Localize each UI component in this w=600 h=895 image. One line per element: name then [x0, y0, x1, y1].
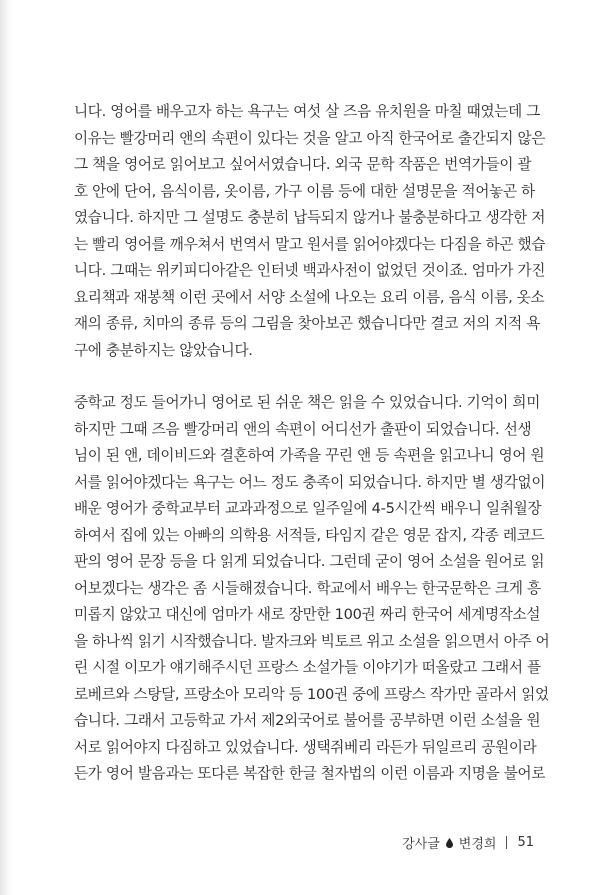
text-line: 습니다. 그래서 고등학교 가서 제2외국어로 불어를 공부하면 이런 소설을 원 — [74, 712, 541, 729]
text-line: 구에 충분하지는 않았습니다. — [74, 341, 253, 359]
page-footer — [402, 833, 534, 852]
text-line: 판의 영어 문장 등을 다 읽게 되었습니다. 그런데 굳이 영어 소설을 원어로 읽 — [74, 553, 545, 570]
paragraph-2 — [74, 390, 550, 788]
text-line: 서로 읽어야지 다짐하고 있었습니다. 생택쥐베리 라든가 뒤일르리 공원이라 — [74, 738, 537, 756]
page-gutter-shadow — [0, 0, 14, 895]
text-line: 호 안에 단어, 음식이름, 옷이름, 가구 이름 등에 대한 설명문을 적어놓곤 하 — [74, 182, 535, 200]
author-name: 변경희 — [458, 837, 497, 852]
text-line: 중학교 정도 들어가니 영어로 된 쉬운 책은 읽을 수 있었습니다. 기억이 희미 — [74, 394, 540, 411]
text-line: 배운 영어가 중학교부터 교과과정으로 일주일에 4-5시간씩 배우니 일취월장 — [74, 500, 542, 517]
text-line: 미롭지 않았고 대신에 엄마가 새로 장만한 100권 짜리 한국어 세계명작소설 — [74, 606, 541, 623]
text-line: 하여서 집에 있는 아빠의 의학용 서적들, 타임지 같은 영문 잡지, 각종 레코드 — [74, 526, 545, 544]
page-number: 51 — [517, 835, 534, 850]
text-line: 든가 영어 발음과는 또다른 복잡한 한글 철자법의 이런 이름과 지명을 불어로 — [74, 765, 546, 782]
text-line: 재의 종류, 치마의 종류 등의 그림을 찾아보곤 했습니다만 결코 저의 지적 욕 — [74, 315, 540, 332]
paragraph-gap — [74, 364, 530, 390]
book-title: 강사글 — [402, 837, 440, 852]
text-line: 니다. 영어를 배우고자 하는 욕구는 여섯 살 즈음 유치원을 마칠 때였는데 그 — [74, 103, 540, 120]
text-line: 님이 된 앤, 데이비드와 결혼하여 가족을 꾸린 앤 등 속편을 읽고나니 영어 원 — [74, 447, 545, 464]
text-line: 요리책과 재봉책 이런 곳에서 서양 소설에 나오는 요리 이름, 음식 이름, 옷소 — [74, 288, 545, 306]
text-line: 는 빨리 영어를 깨우쳐서 번역서 말고 원서를 읽어야겠다는 다짐을 하곤 했습 — [74, 235, 546, 253]
text-line: 하지만 그때 즈음 빨강머리 앤의 속편이 어디선가 출판이 되었습니다. 선생 — [74, 420, 532, 438]
text-line: 을 하나씩 읽기 시작했습니다. 발자크와 빅토르 위고 소설을 읽으면서 아주 어 — [74, 632, 550, 650]
body-text — [74, 99, 550, 788]
ink-drop-icon — [446, 838, 453, 848]
text-line: 그 책을 영어로 읽어보고 싶어서였습니다. 외국 문학 작품은 번역가들이 괄 — [74, 156, 532, 173]
text-line: 이유는 빨강머리 앤의 속편이 있다는 것을 알고 아직 한국어로 출간되지 않은 — [74, 129, 546, 147]
text-line: 였습니다. 하지만 그 설명도 충분히 납득되지 않거나 불충분하다고 생각한 저 — [74, 209, 546, 226]
text-line: 린 시절 이모가 얘기해주시던 프랑스 소설가들 이야기가 떠올랐고 그래서 플 — [74, 659, 541, 676]
text-line: 서를 읽어야겠다는 욕구는 어느 정도 충족이 되었습니다. 하지만 별 생각없이 — [74, 473, 546, 491]
text-line: 로베르와 스탕달, 프랑소아 모리악 등 100권 중에 프랑스 작가만 골라서 읽었 — [74, 685, 549, 703]
footer-divider — [506, 836, 507, 849]
text-line: 니다. 그때는 위키피디아같은 인터넷 백과사전이 없었던 것이죠. 엄마가 가진 — [74, 262, 546, 279]
text-line: 어보겠다는 생각은 좀 시들해졌습니다. 학교에서 배우는 한국문학은 크게 흥 — [74, 579, 541, 597]
paragraph-1 — [74, 99, 546, 364]
